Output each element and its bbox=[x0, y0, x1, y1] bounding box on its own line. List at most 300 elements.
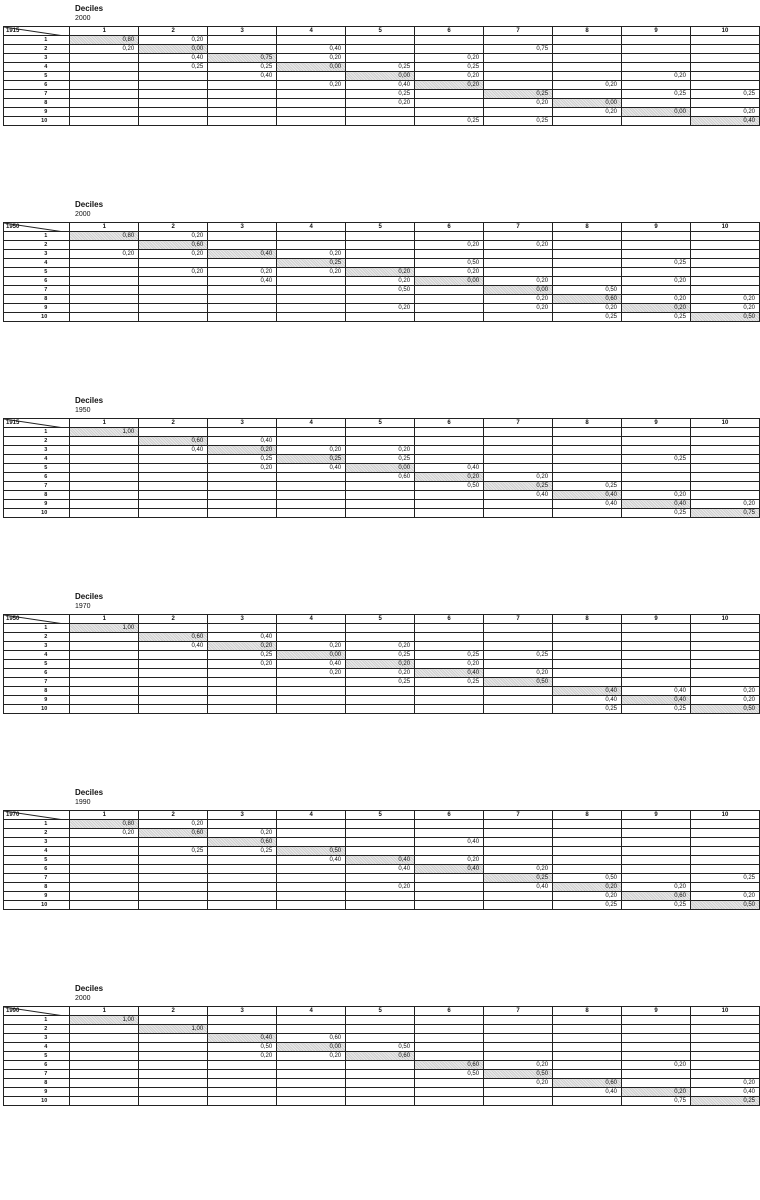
column-header: 8 bbox=[553, 811, 622, 820]
column-header: 4 bbox=[277, 615, 346, 624]
matrix-cell bbox=[208, 45, 277, 54]
matrix-cell: 0,40 bbox=[277, 45, 346, 54]
matrix-cell bbox=[553, 820, 622, 829]
column-header: 1 bbox=[70, 615, 139, 624]
matrix-cell bbox=[139, 304, 208, 313]
matrix-cell bbox=[553, 1025, 622, 1034]
matrix-cell: 0,20 bbox=[622, 277, 691, 286]
matrix-cell bbox=[484, 633, 553, 642]
column-header: 8 bbox=[553, 223, 622, 232]
column-header: 9 bbox=[622, 615, 691, 624]
column-header: 2 bbox=[139, 419, 208, 428]
matrix-cell bbox=[70, 1061, 139, 1070]
matrix-cell bbox=[690, 54, 759, 63]
matrix-cell bbox=[622, 286, 691, 295]
matrix-cell: 0,40 bbox=[553, 1088, 622, 1097]
diagonal-cell: 0,40 bbox=[553, 687, 622, 696]
matrix-row bbox=[4, 509, 760, 518]
matrix-cell bbox=[277, 509, 346, 518]
matrix-row bbox=[4, 295, 760, 304]
matrix-cell bbox=[622, 1016, 691, 1025]
matrix-cell bbox=[484, 446, 553, 455]
matrix-cell bbox=[139, 838, 208, 847]
column-header: 4 bbox=[277, 1007, 346, 1016]
matrix-cell: 0,25 bbox=[139, 847, 208, 856]
matrix-cell: 0,40 bbox=[690, 1088, 759, 1097]
matrix-cell bbox=[415, 428, 484, 437]
matrix-cell bbox=[277, 99, 346, 108]
row-header: 3 bbox=[4, 1034, 70, 1043]
matrix-cell: 0,25 bbox=[415, 651, 484, 660]
matrix-cell bbox=[415, 1016, 484, 1025]
matrix-cell: 0,50 bbox=[346, 286, 415, 295]
matrix-cell: 0,40 bbox=[208, 72, 277, 81]
matrix-cell bbox=[415, 313, 484, 322]
matrix-cell bbox=[70, 874, 139, 883]
matrix-cell bbox=[622, 1079, 691, 1088]
matrix-cell bbox=[484, 838, 553, 847]
matrix-row bbox=[4, 1088, 760, 1097]
diagonal-cell: 0,40 bbox=[208, 1034, 277, 1043]
matrix-cell: 0,20 bbox=[484, 473, 553, 482]
diagonal-cell: 0,50 bbox=[690, 313, 759, 322]
matrix-row bbox=[4, 633, 760, 642]
matrix-cell bbox=[553, 509, 622, 518]
row-header: 2 bbox=[4, 241, 70, 250]
matrix-cell bbox=[208, 117, 277, 126]
matrix-cell bbox=[277, 838, 346, 847]
matrix-cell: 0,25 bbox=[415, 63, 484, 72]
matrix-cell: 0,20 bbox=[277, 54, 346, 63]
matrix-table bbox=[3, 222, 760, 322]
matrix-cell: 0,20 bbox=[346, 304, 415, 313]
matrix-cell bbox=[690, 81, 759, 90]
matrix-cell bbox=[346, 838, 415, 847]
matrix-table bbox=[3, 1006, 760, 1106]
row-header: 6 bbox=[4, 277, 70, 286]
matrix-cell bbox=[277, 892, 346, 901]
matrix-cell bbox=[139, 874, 208, 883]
matrix-cell bbox=[622, 250, 691, 259]
matrix-cell bbox=[622, 624, 691, 633]
matrix-cell bbox=[690, 633, 759, 642]
column-header: 1 bbox=[70, 419, 139, 428]
row-header: 10 bbox=[4, 1097, 70, 1106]
matrix-cell: 0,20 bbox=[277, 1052, 346, 1061]
matrix-cell bbox=[139, 81, 208, 90]
header-row bbox=[4, 27, 760, 36]
matrix-row bbox=[4, 865, 760, 874]
matrix-cell bbox=[139, 509, 208, 518]
matrix-cell: 0,20 bbox=[690, 1079, 759, 1088]
matrix-cell bbox=[277, 1097, 346, 1106]
matrix-cell bbox=[277, 829, 346, 838]
matrix-cell bbox=[690, 473, 759, 482]
diagonal-cell: 1,00 bbox=[139, 1025, 208, 1034]
matrix-cell bbox=[208, 295, 277, 304]
diagonal-cell: 0,20 bbox=[553, 883, 622, 892]
diagonal-cell: 0,25 bbox=[690, 1097, 759, 1106]
matrix-cell: 0,50 bbox=[208, 1043, 277, 1052]
matrix-cell bbox=[70, 1043, 139, 1052]
row-header: 4 bbox=[4, 455, 70, 464]
matrix-cell bbox=[415, 500, 484, 509]
matrix-cell bbox=[553, 1043, 622, 1052]
matrix-cell bbox=[553, 829, 622, 838]
diagonal-cell: 1,00 bbox=[70, 428, 139, 437]
matrix-cell bbox=[277, 1016, 346, 1025]
matrix-cell: 0,25 bbox=[346, 455, 415, 464]
matrix-cell bbox=[484, 500, 553, 509]
matrix-cell bbox=[553, 232, 622, 241]
matrix-cell bbox=[208, 865, 277, 874]
matrix-cell: 0,20 bbox=[553, 81, 622, 90]
matrix-cell bbox=[346, 54, 415, 63]
diagonal-cell: 0,00 bbox=[139, 45, 208, 54]
matrix-cell bbox=[690, 651, 759, 660]
matrix-cell: 0,50 bbox=[553, 874, 622, 883]
matrix-cell bbox=[622, 660, 691, 669]
matrix-cell bbox=[70, 446, 139, 455]
matrix-cell: 0,20 bbox=[415, 856, 484, 865]
matrix-cell bbox=[70, 313, 139, 322]
matrix-cell bbox=[553, 268, 622, 277]
matrix-cell bbox=[622, 36, 691, 45]
matrix-cell bbox=[208, 901, 277, 910]
matrix-cell: 0,25 bbox=[208, 455, 277, 464]
matrix-table bbox=[3, 418, 760, 518]
matrix-cell bbox=[622, 838, 691, 847]
matrix-cell bbox=[622, 633, 691, 642]
matrix-cell: 0,50 bbox=[415, 482, 484, 491]
matrix-cell bbox=[346, 500, 415, 509]
diagonal-cell: 0,40 bbox=[622, 500, 691, 509]
diagonal-cell: 0,40 bbox=[622, 696, 691, 705]
row-header: 7 bbox=[4, 286, 70, 295]
row-header: 3 bbox=[4, 838, 70, 847]
matrix-cell bbox=[277, 482, 346, 491]
matrix-cell bbox=[346, 45, 415, 54]
matrix-cell bbox=[70, 277, 139, 286]
matrix-cell: 0,40 bbox=[622, 687, 691, 696]
row-header: 1 bbox=[4, 428, 70, 437]
matrix-cell bbox=[70, 72, 139, 81]
matrix-cell bbox=[622, 1025, 691, 1034]
matrix-cell bbox=[622, 865, 691, 874]
column-header: 6 bbox=[415, 223, 484, 232]
matrix-cell bbox=[277, 1079, 346, 1088]
matrix-table bbox=[3, 810, 760, 910]
matrix-cell bbox=[415, 687, 484, 696]
matrix-cell: 0,75 bbox=[484, 45, 553, 54]
row-header: 6 bbox=[4, 865, 70, 874]
matrix-cell: 0,60 bbox=[277, 1034, 346, 1043]
row-header: 7 bbox=[4, 482, 70, 491]
diagonal-cell: 0,60 bbox=[208, 838, 277, 847]
matrix-row bbox=[4, 1070, 760, 1079]
row-header: 6 bbox=[4, 473, 70, 482]
matrix-cell bbox=[690, 847, 759, 856]
matrix-cell bbox=[415, 90, 484, 99]
matrix-cell bbox=[690, 437, 759, 446]
matrix-title: Deciles bbox=[75, 200, 104, 209]
matrix-row bbox=[4, 117, 760, 126]
matrix-cell bbox=[139, 455, 208, 464]
matrix-cell bbox=[70, 1070, 139, 1079]
matrix-cell bbox=[690, 1070, 759, 1079]
column-header: 10 bbox=[690, 1007, 759, 1016]
matrix-cell bbox=[277, 500, 346, 509]
matrix-cell bbox=[70, 865, 139, 874]
matrix-cell: 0,20 bbox=[415, 268, 484, 277]
matrix-cell bbox=[208, 482, 277, 491]
row-header: 5 bbox=[4, 1052, 70, 1061]
matrix-row bbox=[4, 901, 760, 910]
matrix-cell bbox=[70, 892, 139, 901]
matrix-cell bbox=[415, 624, 484, 633]
matrix-cell bbox=[553, 117, 622, 126]
matrix-cell bbox=[139, 669, 208, 678]
matrix-cell bbox=[208, 696, 277, 705]
matrix-cell bbox=[277, 295, 346, 304]
matrix-cell bbox=[690, 838, 759, 847]
matrix-cell: 0,25 bbox=[346, 678, 415, 687]
matrix-cell: 0,20 bbox=[139, 36, 208, 45]
matrix-cell bbox=[622, 63, 691, 72]
column-header: 2 bbox=[139, 811, 208, 820]
matrix-cell bbox=[139, 705, 208, 714]
column-header: 7 bbox=[484, 615, 553, 624]
row-header: 5 bbox=[4, 660, 70, 669]
matrix-cell: 0,20 bbox=[346, 669, 415, 678]
matrix-cell bbox=[484, 259, 553, 268]
matrix-cell bbox=[415, 883, 484, 892]
matrix-cell bbox=[622, 241, 691, 250]
matrix-cell bbox=[690, 232, 759, 241]
matrix-cell bbox=[139, 117, 208, 126]
diagonal-cell: 0,75 bbox=[208, 54, 277, 63]
matrix-cell: 0,20 bbox=[690, 500, 759, 509]
matrix-cell bbox=[208, 81, 277, 90]
matrix-cell bbox=[139, 883, 208, 892]
matrix-cell bbox=[553, 63, 622, 72]
row-header: 10 bbox=[4, 509, 70, 518]
matrix-cell bbox=[622, 81, 691, 90]
matrix-cell bbox=[70, 286, 139, 295]
matrix-cell: 0,20 bbox=[208, 1052, 277, 1061]
matrix-row bbox=[4, 45, 760, 54]
matrix-cell bbox=[277, 491, 346, 500]
matrix-cell bbox=[139, 482, 208, 491]
column-header: 10 bbox=[690, 811, 759, 820]
matrix-cell: 0,20 bbox=[484, 865, 553, 874]
matrix-cell: 0,20 bbox=[277, 81, 346, 90]
matrix-cell bbox=[70, 633, 139, 642]
matrix-row bbox=[4, 669, 760, 678]
matrix-cell bbox=[139, 1043, 208, 1052]
matrix-cell bbox=[553, 651, 622, 660]
diagonal-cell: 0,60 bbox=[622, 892, 691, 901]
matrix-cell bbox=[346, 892, 415, 901]
matrix-cell bbox=[139, 99, 208, 108]
column-header: 5 bbox=[346, 811, 415, 820]
matrix-cell: 0,20 bbox=[484, 99, 553, 108]
matrix-cell bbox=[690, 624, 759, 633]
column-header: 10 bbox=[690, 419, 759, 428]
column-header: 5 bbox=[346, 1007, 415, 1016]
matrix-cell bbox=[346, 232, 415, 241]
column-year: 1990 bbox=[75, 799, 91, 806]
matrix-cell bbox=[208, 1025, 277, 1034]
corner-cell bbox=[4, 27, 70, 36]
matrix-cell bbox=[622, 1070, 691, 1079]
corner-cell bbox=[4, 811, 70, 820]
matrix-cell bbox=[208, 874, 277, 883]
matrix-cell: 0,20 bbox=[139, 250, 208, 259]
matrix-cell bbox=[70, 54, 139, 63]
matrix-cell: 0,40 bbox=[553, 696, 622, 705]
matrix-cell bbox=[208, 669, 277, 678]
matrix-row bbox=[4, 286, 760, 295]
matrix-cell: 0,20 bbox=[208, 660, 277, 669]
matrix-cell bbox=[690, 1052, 759, 1061]
matrix-cell bbox=[553, 678, 622, 687]
matrix-cell bbox=[484, 36, 553, 45]
column-header: 7 bbox=[484, 811, 553, 820]
matrix-cell bbox=[553, 464, 622, 473]
column-year: 2000 bbox=[75, 211, 91, 218]
row-year: 1950 bbox=[6, 224, 20, 230]
matrix-cell bbox=[484, 81, 553, 90]
matrix-cell bbox=[690, 241, 759, 250]
matrix-cell bbox=[139, 428, 208, 437]
matrix-cell: 0,20 bbox=[415, 54, 484, 63]
matrix-cell bbox=[415, 509, 484, 518]
matrix-cell bbox=[70, 437, 139, 446]
matrix-cell bbox=[70, 509, 139, 518]
matrix-cell bbox=[622, 829, 691, 838]
matrix-cell bbox=[622, 642, 691, 651]
matrix-cell bbox=[484, 1043, 553, 1052]
matrix-row bbox=[4, 482, 760, 491]
matrix-cell bbox=[70, 108, 139, 117]
row-year: 1990 bbox=[6, 1008, 20, 1014]
matrix-cell bbox=[484, 1016, 553, 1025]
matrix-cell bbox=[139, 491, 208, 500]
matrix-cell bbox=[484, 856, 553, 865]
matrix-cell bbox=[690, 63, 759, 72]
matrix-cell bbox=[415, 446, 484, 455]
row-header: 9 bbox=[4, 500, 70, 509]
diagonal-cell: 0,50 bbox=[690, 705, 759, 714]
row-header: 9 bbox=[4, 108, 70, 117]
column-header: 3 bbox=[208, 27, 277, 36]
matrix-cell bbox=[415, 1088, 484, 1097]
matrix-cell bbox=[139, 660, 208, 669]
matrix-row bbox=[4, 304, 760, 313]
matrix-cell bbox=[346, 1016, 415, 1025]
matrix-cell: 0,20 bbox=[70, 829, 139, 838]
diagonal-cell: 0,80 bbox=[70, 36, 139, 45]
matrix-cell bbox=[70, 268, 139, 277]
matrix-cell bbox=[70, 259, 139, 268]
row-header: 9 bbox=[4, 304, 70, 313]
matrix-cell bbox=[690, 464, 759, 473]
matrix-title: Deciles bbox=[75, 788, 104, 797]
matrix-row bbox=[4, 874, 760, 883]
matrix-cell bbox=[277, 36, 346, 45]
matrix-cell bbox=[70, 241, 139, 250]
matrix-title: Deciles bbox=[75, 592, 104, 601]
matrix-cell bbox=[622, 1034, 691, 1043]
matrix-cell bbox=[139, 108, 208, 117]
diagonal-cell: 0,60 bbox=[346, 1052, 415, 1061]
diagonal-cell: 0,20 bbox=[346, 268, 415, 277]
matrix-cell bbox=[690, 99, 759, 108]
matrix-cell bbox=[277, 687, 346, 696]
diagonal-cell: 0,25 bbox=[484, 874, 553, 883]
matrix-cell bbox=[690, 642, 759, 651]
header-row bbox=[4, 615, 760, 624]
matrix-cell: 0,20 bbox=[346, 642, 415, 651]
column-header: 1 bbox=[70, 223, 139, 232]
matrix-cell bbox=[70, 491, 139, 500]
column-header: 6 bbox=[415, 811, 484, 820]
matrix-cell bbox=[484, 313, 553, 322]
matrix-cell: 0,75 bbox=[622, 1097, 691, 1106]
matrix-cell bbox=[277, 108, 346, 117]
diagonal-cell: 0,40 bbox=[690, 117, 759, 126]
matrix-cell bbox=[690, 865, 759, 874]
matrix-cell: 0,40 bbox=[415, 464, 484, 473]
column-header: 10 bbox=[690, 223, 759, 232]
matrix-cell bbox=[415, 1043, 484, 1052]
matrix-table bbox=[3, 614, 760, 714]
matrix-row bbox=[4, 428, 760, 437]
matrix-cell: 0,20 bbox=[346, 883, 415, 892]
matrix-cell: 0,25 bbox=[208, 847, 277, 856]
matrix-cell bbox=[346, 241, 415, 250]
matrix-cell bbox=[139, 1079, 208, 1088]
matrix-cell bbox=[622, 117, 691, 126]
matrix-row bbox=[4, 54, 760, 63]
matrix-cell: 0,25 bbox=[622, 259, 691, 268]
matrix-row bbox=[4, 1016, 760, 1025]
matrix-cell: 0,20 bbox=[484, 295, 553, 304]
matrix-cell bbox=[484, 642, 553, 651]
matrix-cell: 0,40 bbox=[208, 437, 277, 446]
matrix-cell bbox=[70, 1025, 139, 1034]
matrix-cell bbox=[208, 705, 277, 714]
matrix-cell bbox=[70, 678, 139, 687]
matrix-cell bbox=[553, 1034, 622, 1043]
matrix-cell bbox=[346, 687, 415, 696]
column-header: 3 bbox=[208, 615, 277, 624]
matrix-cell: 0,20 bbox=[622, 491, 691, 500]
matrix-cell bbox=[415, 99, 484, 108]
matrix-row bbox=[4, 241, 760, 250]
matrix-cell bbox=[208, 1079, 277, 1088]
matrix-title: Deciles bbox=[75, 396, 104, 405]
matrix-cell bbox=[70, 1079, 139, 1088]
matrix-cell bbox=[70, 1088, 139, 1097]
matrix-cell bbox=[690, 678, 759, 687]
diagonal-cell: 0,40 bbox=[346, 856, 415, 865]
column-header: 1 bbox=[70, 1007, 139, 1016]
column-header: 5 bbox=[346, 27, 415, 36]
matrix-cell bbox=[415, 491, 484, 500]
matrix-cell bbox=[690, 669, 759, 678]
